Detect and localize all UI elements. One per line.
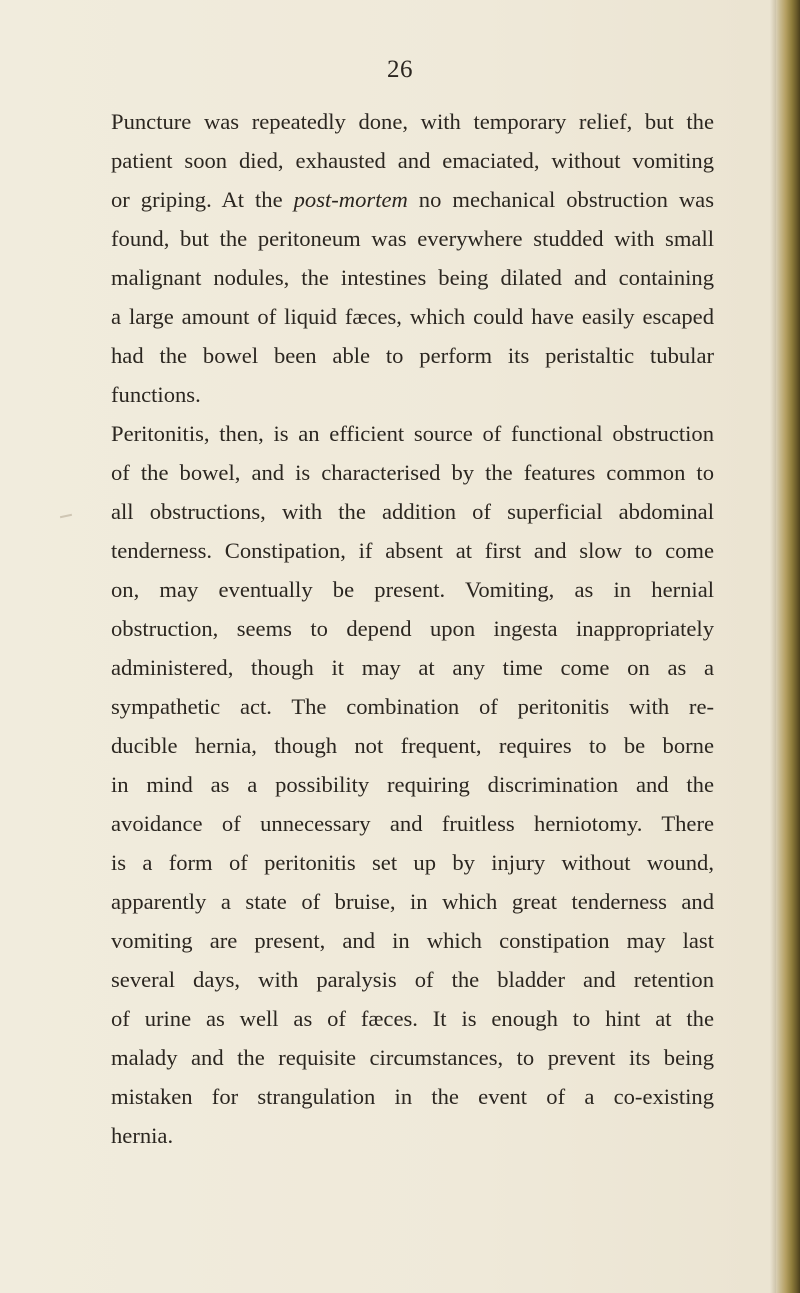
text-line bbox=[111, 609, 714, 648]
text-line bbox=[111, 1116, 714, 1155]
text-segment: found, but the peritoneum was everywhere studded with small bbox=[111, 226, 714, 251]
text-segment: Peritonitis, then, is an efficient source of functional obstruction bbox=[111, 421, 714, 446]
text-segment: patient soon died, exhausted and emaciated, without vomiting bbox=[111, 148, 714, 173]
text-line bbox=[111, 960, 714, 999]
text-segment: Puncture was repeatedly done, with temporary relief, but the bbox=[111, 109, 714, 134]
text-line bbox=[111, 375, 714, 414]
text-segment: vomiting are present, and in which constipation may last bbox=[111, 928, 714, 953]
body-text bbox=[111, 102, 714, 1155]
book-spine-edge bbox=[776, 0, 800, 1293]
text-segment: all obstructions, with the addition of superficial abdominal bbox=[111, 499, 714, 524]
text-segment: malady and the requisite circumstances, to prevent its being bbox=[111, 1045, 714, 1070]
text-segment: no mechanical obstruction was bbox=[407, 187, 714, 212]
text-segment: on, may eventually be present. Vomiting, as in hernial bbox=[111, 577, 714, 602]
text-line bbox=[111, 1038, 714, 1077]
text-segment: of urine as well as of fæces. It is enough to hint at the bbox=[111, 1006, 714, 1031]
text-line bbox=[111, 336, 714, 375]
text-line bbox=[111, 258, 714, 297]
text-line bbox=[111, 726, 714, 765]
text-line bbox=[111, 882, 714, 921]
text-line bbox=[111, 843, 714, 882]
page-mark bbox=[60, 514, 72, 518]
text-line bbox=[111, 102, 714, 141]
text-segment: apparently a state of bruise, in which great tenderness and bbox=[111, 889, 714, 914]
text-segment: functions. bbox=[111, 382, 201, 407]
text-segment: tenderness. Constipation, if absent at first and slow to come bbox=[111, 538, 714, 563]
text-segment: of the bowel, and is characterised by the features common to bbox=[111, 460, 714, 485]
text-line bbox=[111, 570, 714, 609]
text-line bbox=[111, 648, 714, 687]
text-line bbox=[111, 180, 714, 219]
text-segment: sympathetic act. The combination of peritonitis with re- bbox=[111, 694, 714, 719]
text-line bbox=[111, 999, 714, 1038]
text-segment: ducible hernia, though not frequent, requires to be borne bbox=[111, 733, 714, 758]
text-segment: is a form of peritonitis set up by injury without wound, bbox=[111, 850, 714, 875]
text-line bbox=[111, 687, 714, 726]
text-line bbox=[111, 141, 714, 180]
text-segment: several days, with paralysis of the bladder and retention bbox=[111, 967, 714, 992]
text-line bbox=[111, 765, 714, 804]
text-segment: hernia. bbox=[111, 1123, 174, 1148]
page-number: 26 bbox=[387, 56, 413, 83]
text-segment: or griping. At the bbox=[111, 187, 294, 212]
text-line bbox=[111, 453, 714, 492]
text-segment: obstruction, seems to depend upon ingesta inappropriately bbox=[111, 616, 714, 641]
text-line bbox=[111, 531, 714, 570]
text-segment: in mind as a possibility requiring discrimination and the bbox=[111, 772, 714, 797]
text-line bbox=[111, 804, 714, 843]
italic-term: post-mortem bbox=[293, 187, 408, 212]
text-line bbox=[111, 921, 714, 960]
text-segment: avoidance of unnecessary and fruitless herniotomy. There bbox=[111, 811, 714, 836]
text-line bbox=[111, 297, 714, 336]
text-line bbox=[111, 1077, 714, 1116]
text-segment: malignant nodules, the intestines being dilated and containing bbox=[111, 265, 714, 290]
text-segment: had the bowel been able to perform its peristaltic tubular bbox=[111, 343, 714, 368]
text-segment: administered, though it may at any time come on as a bbox=[111, 655, 714, 680]
text-line bbox=[111, 414, 714, 453]
text-segment: a large amount of liquid fæces, which could have easily escaped bbox=[111, 304, 714, 329]
text-line bbox=[111, 492, 714, 531]
text-segment: mistaken for strangulation in the event of a co-existing bbox=[111, 1084, 714, 1109]
text-line bbox=[111, 219, 714, 258]
